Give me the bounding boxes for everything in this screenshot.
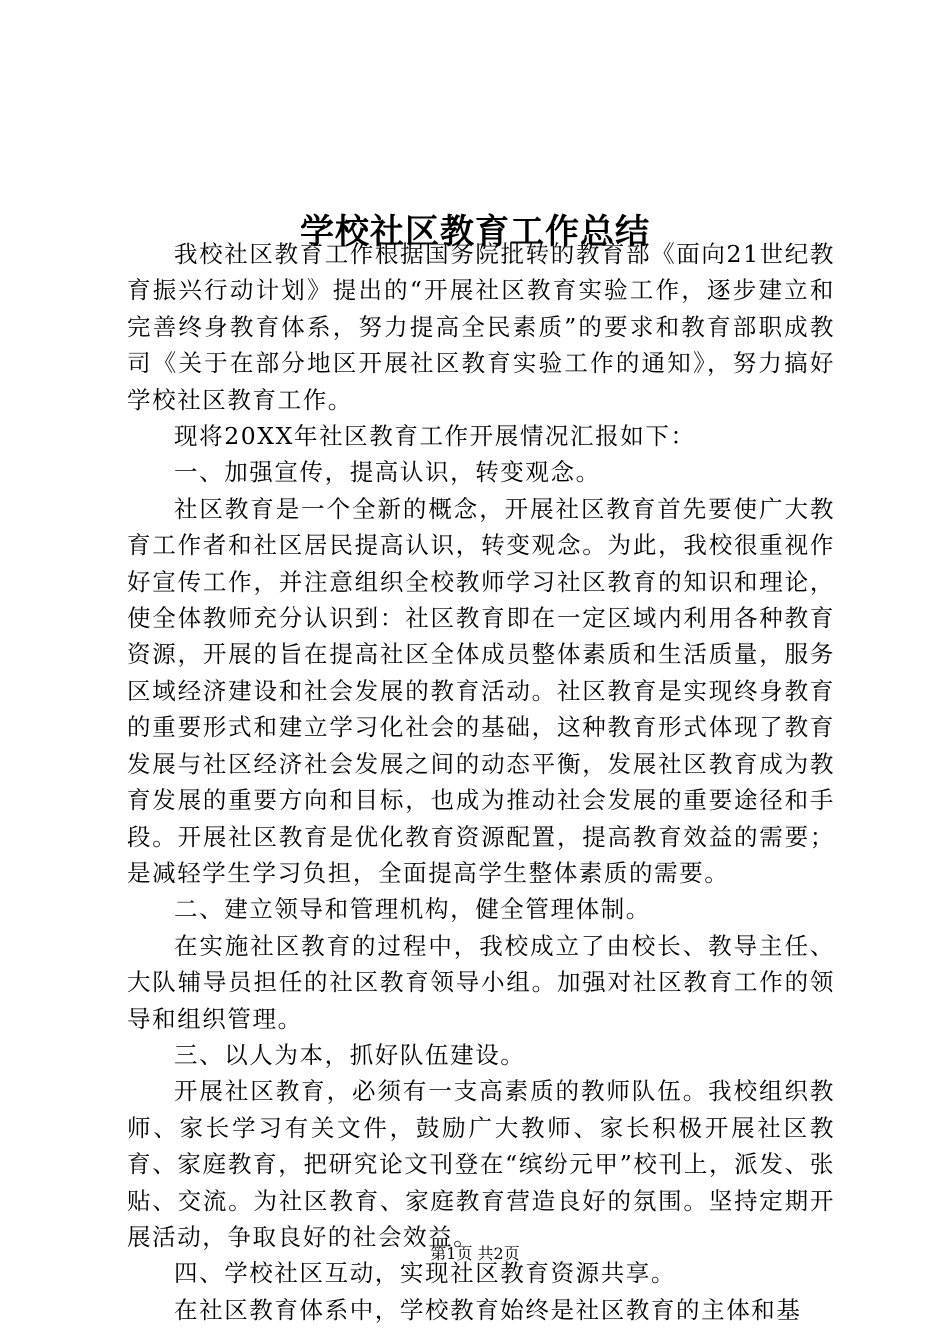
section-heading-4: 四、学校社区互动，实现社区教育资源共享。 (174, 1259, 676, 1288)
document-body (127, 236, 835, 1328)
paragraph-section-2: 在实施社区教育的过程中，我校成立了由校长、教导主任、大队辅导员担任的社区教育领导小组。加强对社区教育工作的领导和组织管理。 (127, 931, 835, 1033)
paragraph-section-3: 开展社区教育，必须有一支高素质的教师队伍。我校组织教师、家长学习有关文件，鼓励广大教师、家长积极开展社区教育、家庭教育，把研究论文刊登在“缤纷元甲”校刊上，派发、张贴、交流。为社区教育、家庭教育营造良好的氛围。坚持定期开展活动，争取良好的社会效益。 (127, 1077, 835, 1251)
page-number-footer: 第1页 共2页 (430, 1244, 520, 1263)
paragraph-section-4: 在社区教育体系中，学校教育始终是社区教育的主体和基 (174, 1295, 802, 1324)
section-heading-3: 三、以人为本，抓好队伍建设。 (174, 1040, 526, 1069)
section-heading-2: 二、建立领导和管理机构，健全管理体制。 (174, 895, 651, 924)
document-title: 学校社区教育工作总结 (300, 211, 650, 252)
paragraph-section-1: 社区教育是一个全新的概念，开展社区教育首先要使广大教育工作者和社区居民提高认识，转变观念。为此，我校很重视作好宣传工作，并注意组织全校教师学习社区教育的知识和理论，使全体教师充分认识到：社区教育即在一定区域内利用各种教育资源，开展的旨在提高社区全体成员整体素质和生活质量，服务区域经济建设和社会发展的教育活动。社区教育是实现终身教育的重要形式和建立学习化社会的基础，这种教育形式体现了教育发展与社区经济社会发展之间的动态平衡，发展社区教育成为教育发展的重要方向和目标，也成为推动社会发展的重要途径和手段。开展社区教育是优化教育资源配置，提高教育效益的需要；是减轻学生学习负担，全面提高学生整体素质的需要。 (127, 494, 835, 887)
paragraph-report-intro: 现将20XX年社区教育工作开展情况汇报如下： (174, 422, 696, 451)
section-heading-1: 一、加强宣传，提高认识，转变观念。 (174, 458, 601, 487)
paragraph-intro: 我校社区教育工作根据国务院批转的教育部《面向21世纪教育振兴行动计划》提出的“开展社区教育实验工作，逐步建立和完善终身教育体系，努力提高全民素质”的要求和教育部职成教司《关于在部分地区开展社区教育实验工作的通知》，努力搞好学校社区教育工作。 (127, 240, 835, 414)
